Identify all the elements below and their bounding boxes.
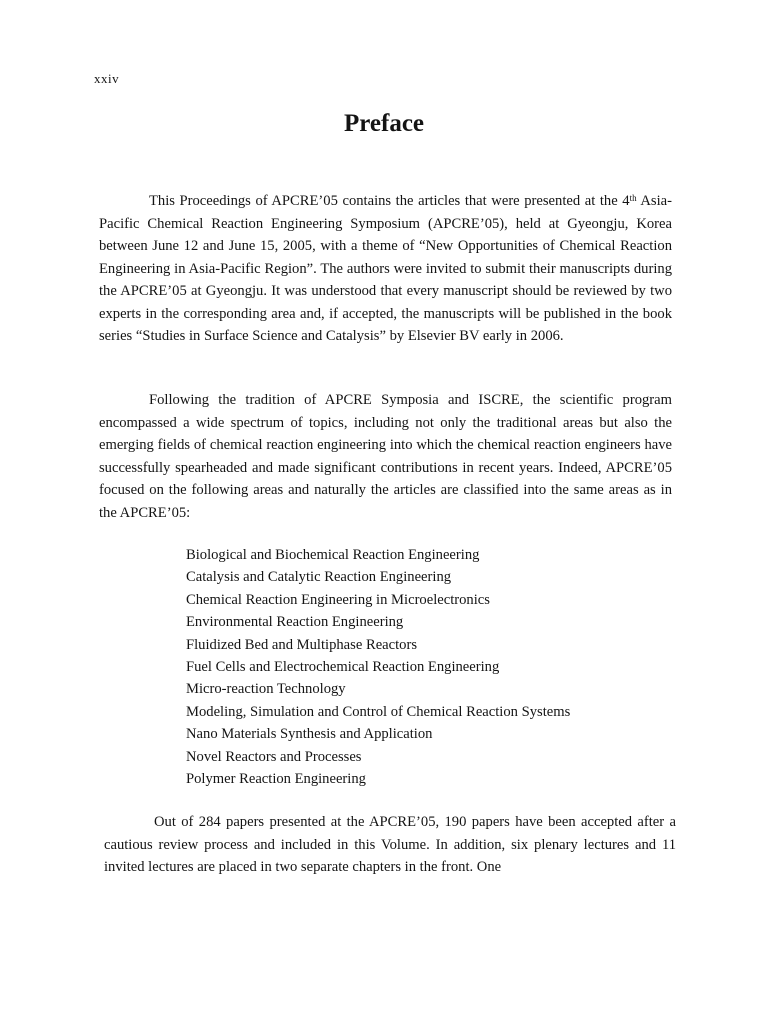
list-item: Fuel Cells and Electrochemical Reaction Engineering — [186, 659, 500, 676]
paragraph-program: Following the tradition of APCRE Symposia and ISCRE, the scientific program encompassed a wide spectrum of topics, including not only the traditional areas but also the emerging fields of chemical reaction engineering into which the chemical reaction engineers have successfully spearheaded and made significant contributions in recent years. Indeed, APCRE’05 focused on the following areas and naturally the articles are classified into the same areas as in the APCRE’05: — [99, 392, 672, 521]
paragraph-intro — [99, 190, 672, 348]
list-item: Polymer Reaction Engineering — [186, 771, 366, 788]
list-item: Nano Materials Synthesis and Application — [186, 726, 433, 743]
list-item: Chemical Reaction Engineering in Microelectronics — [186, 591, 490, 608]
list-item: Fluidized Bed and Multiphase Reactors — [186, 636, 418, 653]
list-item: Catalysis and Catalytic Reaction Engineering — [186, 569, 452, 586]
list-item: Micro-reaction Technology — [186, 681, 346, 698]
paragraph-intro-text-a: This Proceedings of APCRE’05 contains the articles that were presented at the — [149, 193, 623, 209]
paragraph-papers: Out of 284 papers presented at the APCRE’05, 190 papers have been accepted after a cautious review process and included in this Volume. In addition, six plenary lectures and 11 invited lectures are placed in two separate chapters in the front. One — [104, 814, 676, 875]
paragraph-intro-text-b: Asia-Pacific Chemical Reaction Engineering Symposium (APCRE’05), held at Gyeongju, Korea between June 12 and June 15, 2005, with a theme of “New Opportunities of Chemical Reaction Engineering in Asia-Pacific Region”. The authors were invited to submit their manuscripts during the APCRE’05 at Gyeongju. It was understood that every manuscript should be reviewed by two experts in the corresponding area and, if accepted, the manuscripts will be published in the book series “Studies in Surface Science and Catalysis” by Elsevier BV early in 2006. — [99, 193, 672, 344]
list-item: Novel Reactors and Processes — [186, 748, 362, 765]
ordinal-suffix: th — [629, 193, 637, 203]
topic-area-list — [186, 544, 570, 790]
list-item: Biological and Biochemical Reaction Engineering — [186, 547, 480, 563]
ordinal-number: 4 — [622, 193, 630, 209]
list-item: Modeling, Simulation and Control of Chemical Reaction Systems — [186, 703, 571, 720]
page-title: Preface — [343, 110, 425, 137]
page-number: xxiv — [94, 71, 120, 86]
list-item: Environmental Reaction Engineering — [186, 614, 404, 631]
